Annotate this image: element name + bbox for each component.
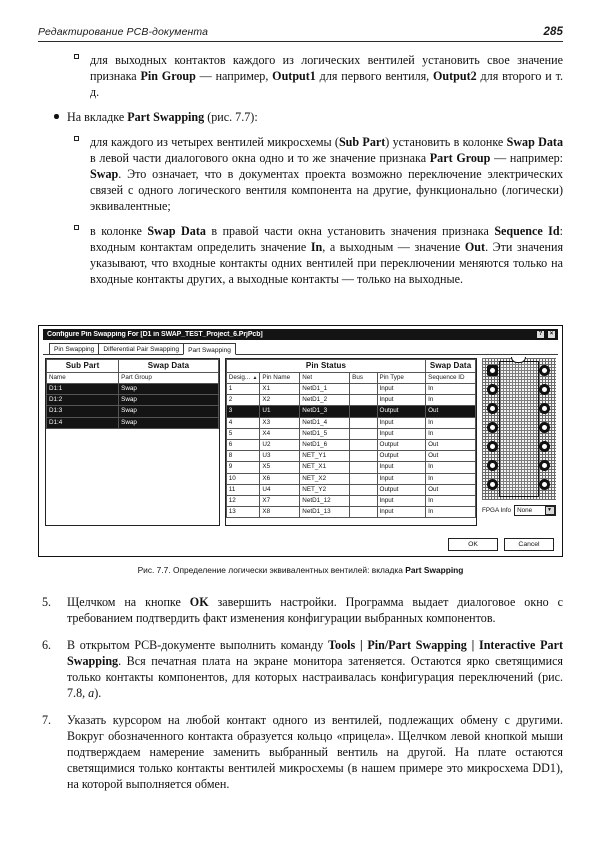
running-title: Редактирование PCB-документа <box>38 26 209 38</box>
table-row[interactable] <box>47 406 219 417</box>
header-sub-part[interactable]: Sub Part <box>47 360 119 373</box>
fpga-info-label: FPGA Info <box>482 507 512 514</box>
pad[interactable] <box>487 479 498 490</box>
cell-pin-name[interactable]: X2 <box>260 395 300 406</box>
table-row-empty <box>47 428 219 440</box>
text-run: . Вся печатная плата на экране монитора затеняется. Остаются ярко светящимися только контакты компонентов, для которых настраивалась конфигурация переключений (рис. 7.8, <box>67 654 563 700</box>
cell-pin-type[interactable]: Input <box>377 462 426 473</box>
bold-term: Sequence Id <box>494 224 560 238</box>
cell-designator[interactable]: 2 <box>226 395 260 406</box>
cell-pin-type[interactable]: Input <box>377 495 426 506</box>
cell-pin-name[interactable]: X3 <box>260 417 300 428</box>
grid-sub-header-row <box>226 373 475 384</box>
bold-term: Swap <box>90 167 119 181</box>
cell-bus[interactable] <box>350 484 377 495</box>
cell-pin-type[interactable]: Output <box>377 484 426 495</box>
cell-sequence-id[interactable]: In <box>426 395 476 406</box>
text-run: . Это означает, что в документах проекта возможно переключение электрических связей с одного логического вентиля компонента на другие, функционально (логически) эквивалентные; <box>90 167 563 213</box>
cell-part-group[interactable]: Swap <box>119 395 219 406</box>
cell-bus[interactable] <box>350 417 377 428</box>
cell-pin-name[interactable]: U4 <box>260 484 300 495</box>
tab-part-swapping[interactable]: Part Swapping <box>183 343 236 355</box>
sub-part-grid[interactable] <box>45 358 220 526</box>
cell-sequence-id[interactable]: In <box>426 495 476 506</box>
titlebar-buttons <box>536 330 556 339</box>
cell-sequence-id[interactable]: Out <box>426 406 476 417</box>
cell-designator[interactable]: 10 <box>226 473 260 484</box>
cell-net[interactable]: NetD1_6 <box>300 439 350 450</box>
cell-pin-name[interactable]: X4 <box>260 428 300 439</box>
text-run: : входным контактам определить значение <box>90 224 563 254</box>
table-row-empty <box>47 488 219 500</box>
round-bullet-icon <box>54 114 59 119</box>
body-text-upper <box>38 50 563 287</box>
tab-pin-swapping[interactable]: Pin Swapping <box>49 343 99 354</box>
pad[interactable] <box>487 384 498 395</box>
cell-bus[interactable] <box>350 473 377 484</box>
page-number: 285 <box>543 26 563 38</box>
list-item <box>38 712 563 792</box>
cell-designator[interactable]: 12 <box>226 495 260 506</box>
package-outline <box>499 361 539 497</box>
text-run: для выходных контактов каждого из логических вентилей установить свое значение признака <box>90 53 563 83</box>
configure-pin-swapping-dialog <box>38 325 563 557</box>
header-pin-status[interactable]: Pin Status <box>226 360 425 373</box>
table-row[interactable] <box>226 384 475 395</box>
cell-designator[interactable]: 4 <box>226 417 260 428</box>
pad[interactable] <box>487 403 498 414</box>
package-preview-panel <box>482 358 556 526</box>
cell-part-group[interactable]: Swap <box>119 417 219 428</box>
cell-pin-type[interactable]: Output <box>377 406 426 417</box>
cell-designator[interactable]: 1 <box>226 384 260 395</box>
cell-bus[interactable] <box>350 406 377 417</box>
cell-net[interactable]: NetD1_5 <box>300 428 350 439</box>
table-row[interactable] <box>47 384 219 395</box>
body-text-lower <box>38 594 563 792</box>
square-bullet-icon <box>74 54 79 59</box>
header-swap-data[interactable]: Swap Data <box>119 360 219 373</box>
list-item <box>38 594 563 626</box>
cell-designator[interactable]: 13 <box>226 507 260 518</box>
fpga-info-row <box>482 505 556 516</box>
header-pin-type[interactable]: Pin Type <box>377 373 426 384</box>
text-run: Щелчком на кнопке <box>67 595 190 609</box>
table-row[interactable] <box>226 473 475 484</box>
cell-net[interactable]: NetD1_3 <box>300 406 350 417</box>
header-net[interactable]: Net <box>300 373 350 384</box>
text-run: в левой части диалогового окна одно и то же значение признака <box>90 151 430 165</box>
header-designator[interactable] <box>226 373 260 384</box>
table-row[interactable] <box>226 495 475 506</box>
cell-sequence-id[interactable]: In <box>426 428 476 439</box>
bold-term: Tools | Pin/Part Swapping | Interactive Part Swapping <box>67 638 563 668</box>
cell-name[interactable]: D1:1 <box>47 384 119 395</box>
table-row[interactable] <box>47 395 219 406</box>
table-row-empty <box>47 452 219 464</box>
text-run: На вкладке <box>67 110 128 124</box>
dialog-content <box>43 358 558 526</box>
figure-caption-bold: Part Swapping <box>405 565 464 575</box>
list-item <box>38 637 563 701</box>
cell-designator[interactable]: 8 <box>226 451 260 462</box>
table-row-empty <box>47 500 219 512</box>
text-run: ). <box>94 686 102 700</box>
cell-name[interactable]: D1:4 <box>47 417 119 428</box>
table-row[interactable] <box>226 406 475 417</box>
sub-part-rows <box>47 384 219 525</box>
cell-pin-type[interactable]: Output <box>377 439 426 450</box>
cell-pin-type[interactable]: Input <box>377 507 426 518</box>
pad[interactable] <box>539 441 550 452</box>
bold-term: Out <box>464 240 486 254</box>
square-bullet-icon <box>74 225 79 230</box>
cell-net[interactable]: NET_Y2 <box>300 484 350 495</box>
text-run: , а выходным — значение <box>322 240 465 254</box>
cell-net[interactable]: NetD1_4 <box>300 417 350 428</box>
bold-term: Sub Part <box>338 135 386 149</box>
text-run: ) установить в колонке <box>385 135 507 149</box>
component-footprint-preview[interactable] <box>482 358 556 500</box>
table-row-empty <box>47 512 219 524</box>
cell-name[interactable]: D1:2 <box>47 395 119 406</box>
text-run: в колонке <box>90 224 148 238</box>
pad[interactable] <box>539 403 550 414</box>
text-run: — например, <box>195 69 273 83</box>
header-designator-label: Desig... <box>228 374 251 381</box>
tab-differential-pair-swapping[interactable]: Differential Pair Swapping <box>98 343 184 354</box>
cell-pin-name[interactable]: U3 <box>260 451 300 462</box>
cell-bus[interactable] <box>350 462 377 473</box>
pad[interactable] <box>539 460 550 471</box>
cell-net[interactable]: NetD1_1 <box>300 384 350 395</box>
pad[interactable] <box>487 365 498 376</box>
pin-status-rows <box>226 384 475 518</box>
cell-sequence-id[interactable]: In <box>426 473 476 484</box>
cell-net[interactable]: NET_X2 <box>300 473 350 484</box>
list-item <box>38 109 563 125</box>
text-run: (рис. 7.7): <box>204 110 258 124</box>
text-run: завершить настройки. Программа выдает диалоговое окно с требованием подтвердить факт изменения конфигурации выбранных компонентов. <box>67 595 563 625</box>
table-row-empty <box>47 476 219 488</box>
cell-bus[interactable] <box>350 384 377 395</box>
bold-term: Swap Data <box>506 135 563 149</box>
table-row[interactable] <box>226 462 475 473</box>
table-row[interactable] <box>226 451 475 462</box>
text-run: — например: <box>490 151 563 165</box>
cell-sequence-id[interactable]: Out <box>426 451 476 462</box>
pad[interactable] <box>487 441 498 452</box>
cell-bus[interactable] <box>350 451 377 462</box>
list-number: 6. <box>42 638 52 652</box>
cell-pin-name[interactable]: U1 <box>260 406 300 417</box>
cell-pin-type[interactable]: Input <box>377 473 426 484</box>
header-part-group[interactable]: Part Group <box>119 373 219 384</box>
table-row[interactable] <box>226 439 475 450</box>
grid-group-header-row <box>47 360 219 373</box>
list-number: 7. <box>42 713 52 727</box>
pad[interactable] <box>487 460 498 471</box>
text-run: для второго и т. д. <box>90 69 563 99</box>
close-icon[interactable]: × <box>547 330 556 339</box>
cell-sequence-id[interactable]: Out <box>426 439 476 450</box>
cell-net[interactable]: NetD1_13 <box>300 507 350 518</box>
dialog-footer <box>448 538 554 551</box>
cell-pin-name[interactable]: X1 <box>260 384 300 395</box>
pad[interactable] <box>539 384 550 395</box>
pin-status-grid[interactable] <box>225 358 477 526</box>
table-row[interactable] <box>226 417 475 428</box>
fpga-info-value: None <box>517 507 533 514</box>
cell-designator[interactable]: 6 <box>226 439 260 450</box>
cell-sequence-id[interactable]: In <box>426 507 476 518</box>
cell-pin-type[interactable]: Input <box>377 417 426 428</box>
pad[interactable] <box>539 479 550 490</box>
running-head <box>38 26 563 42</box>
pad[interactable] <box>539 422 550 433</box>
cell-designator[interactable]: 9 <box>226 462 260 473</box>
ok-button[interactable]: OK <box>448 538 498 551</box>
cell-pin-name[interactable]: X5 <box>260 462 300 473</box>
header-sequence-id[interactable]: Sequence ID <box>426 373 476 384</box>
list-item <box>38 134 563 214</box>
grid-group-header-row <box>226 360 475 373</box>
table-row[interactable] <box>226 507 475 518</box>
fpga-info-select[interactable] <box>514 505 556 516</box>
help-icon[interactable]: ? <box>536 330 545 339</box>
cell-name[interactable]: D1:3 <box>47 406 119 417</box>
italic-term: а <box>88 686 95 700</box>
bold-term: In <box>310 240 323 254</box>
square-bullet-icon <box>74 136 79 141</box>
cell-bus[interactable] <box>350 395 377 406</box>
text-run: для первого вентиля, <box>315 69 434 83</box>
cell-part-group[interactable]: Swap <box>119 384 219 395</box>
sort-ascending-icon[interactable]: ▲ <box>252 375 258 381</box>
cell-designator[interactable]: 3 <box>226 406 260 417</box>
cell-designator[interactable]: 5 <box>226 428 260 439</box>
bold-term: Output1 <box>272 69 316 83</box>
table-row[interactable] <box>226 428 475 439</box>
cell-net[interactable]: NetD1_2 <box>300 395 350 406</box>
table-row[interactable] <box>226 395 475 406</box>
cell-pin-type[interactable]: Output <box>377 451 426 462</box>
cell-net[interactable]: NET_Y1 <box>300 451 350 462</box>
list-item <box>38 52 563 100</box>
bold-term: OK <box>189 595 209 609</box>
text-run: В открытом PCB-документе выполнить команду <box>67 638 329 652</box>
chevron-down-icon[interactable]: ▼ <box>545 506 555 515</box>
table-row[interactable] <box>226 484 475 495</box>
cell-sequence-id[interactable]: Out <box>426 484 476 495</box>
cell-net[interactable]: NET_X1 <box>300 462 350 473</box>
text-run: Указать курсором на любой контакт одного из вентилей, подлежащих обмену с другими. Вокруг обозначенного контакта образуется кольцо «прицела». Щелчком левой кнопкой мыши подтверждаем намерение заменить выбранный вентиль на другой. На плате остаются светящимися только контакты вентилей микросхемы (в нашем примере это микросхема DD1), на которой выполняется обмен. <box>67 713 563 791</box>
dialog-title: Configure Pin Swapping For [D1 in SWAP_TEST_Project_6.PrjPcb] <box>47 331 263 338</box>
cell-bus[interactable] <box>350 428 377 439</box>
list-item <box>38 223 563 287</box>
cell-pin-type[interactable]: Input <box>377 428 426 439</box>
cell-sequence-id[interactable]: In <box>426 462 476 473</box>
cell-net[interactable]: NetD1_12 <box>300 495 350 506</box>
table-row[interactable] <box>47 417 219 428</box>
cell-sequence-id[interactable]: In <box>426 384 476 395</box>
cell-bus[interactable] <box>350 495 377 506</box>
cell-bus[interactable] <box>350 507 377 518</box>
cell-pin-name[interactable]: X8 <box>260 507 300 518</box>
table-row-empty <box>47 464 219 476</box>
bold-term: Swap Data <box>147 224 206 238</box>
bold-term: Pin Group <box>140 69 196 83</box>
header-bus[interactable]: Bus <box>350 373 377 384</box>
bold-term: Part Swapping <box>127 110 205 124</box>
cancel-button[interactable]: Cancel <box>504 538 554 551</box>
cell-pin-name[interactable]: X6 <box>260 473 300 484</box>
list-number: 5. <box>42 595 52 609</box>
pad[interactable] <box>539 365 550 376</box>
text-run: . Эти значения указывают, что входные контакты одних вентилей при переключении меняются только на входные контакты других, а выходные контакты — только на выходные. <box>90 240 564 286</box>
cell-pin-name[interactable]: U2 <box>260 439 300 450</box>
bold-term: Output2 <box>433 69 477 83</box>
header-pin-name[interactable]: Pin Name <box>260 373 300 384</box>
bold-term: Part Group <box>429 151 491 165</box>
dialog-tabstrip <box>43 343 558 355</box>
table-row-empty <box>47 440 219 452</box>
dialog-titlebar <box>43 329 558 340</box>
text-run: в правой части окна установить значения признака <box>205 224 495 238</box>
cell-designator[interactable]: 11 <box>226 484 260 495</box>
pad[interactable] <box>487 422 498 433</box>
cell-bus[interactable] <box>350 439 377 450</box>
cell-pin-type[interactable]: Input <box>377 395 426 406</box>
cell-pin-name[interactable]: X7 <box>260 495 300 506</box>
text-run: для каждого из четырех вентилей микросхемы ( <box>90 135 339 149</box>
cell-sequence-id[interactable]: In <box>426 417 476 428</box>
header-name[interactable]: Name <box>47 373 119 384</box>
cell-part-group[interactable]: Swap <box>119 406 219 417</box>
header-swap-data[interactable]: Swap Data <box>426 360 476 373</box>
figure-caption <box>38 565 563 575</box>
figure-caption-text: Рис. 7.7. Определение логически эквивалентных вентилей: вкладка <box>137 565 406 575</box>
figure-7-7 <box>38 325 563 575</box>
cell-pin-type[interactable]: Input <box>377 384 426 395</box>
grid-sub-header-row <box>47 373 219 384</box>
